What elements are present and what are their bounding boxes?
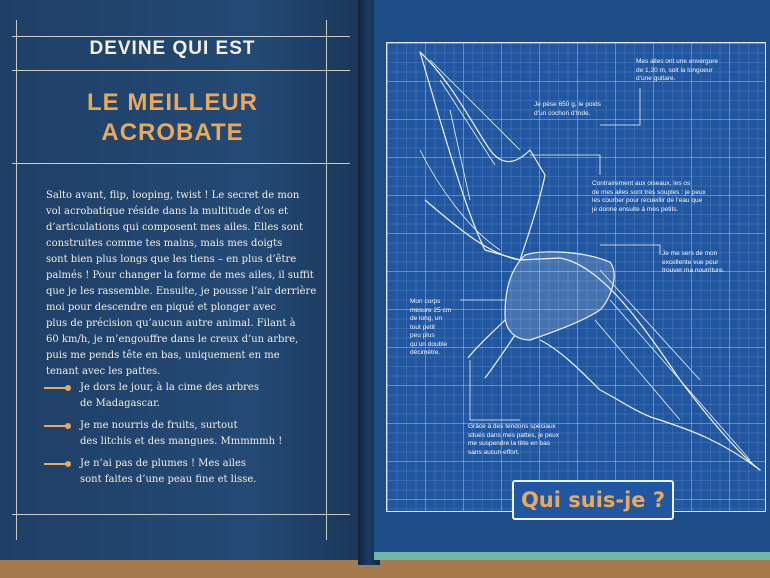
note-os	[592, 180, 706, 214]
upper-wing-membrane	[420, 52, 545, 260]
note-corps	[410, 298, 451, 358]
note-line: je donne ensuite à mes petits.	[592, 205, 679, 213]
note-line: mesure 25 cm	[410, 306, 452, 314]
note-line: de long, un	[410, 315, 443, 322]
note-line: sans aucun effort.	[468, 448, 520, 456]
note-line: qu’un double	[410, 340, 448, 348]
body-line: sont bien plus longs que les tiens – en plus d’être	[46, 254, 297, 265]
note-line: excellente vue pour	[662, 258, 719, 266]
body-line: palmés ! Pour changer la forme de mes ailes, il suffit	[46, 270, 314, 281]
note-line: situés dans mes pattes, je peux	[468, 431, 560, 439]
note-line: Je me sers de mon	[662, 250, 718, 257]
note-line: Mes ailes ont une envergure	[636, 58, 719, 65]
note-line: de 1,20 m, soit la longueur	[636, 66, 713, 74]
note-line: décimètre.	[410, 349, 441, 356]
note-line: d’un cochon d’Inde.	[534, 109, 591, 117]
body-line: d’articulations qui composent mes ailes. Elles sont	[46, 222, 304, 233]
pointer-line	[600, 88, 640, 125]
note-line: me suspendre la tête en bas	[468, 440, 551, 447]
body-line: 60 km/h, je m’engouffre dans le creux d’un arbre,	[46, 334, 299, 345]
page-title: DEVINE QUI EST	[89, 38, 256, 59]
headline-line: LE MEILLEUR	[87, 89, 258, 116]
note-line: Grâce à des tendons spéciaux	[468, 423, 556, 430]
fact-line: Je dors le jour, à la cime des arbres	[80, 382, 259, 393]
pointer-line	[530, 155, 600, 175]
body-line: vol acrobatique réside dans la multitude d’os et	[46, 206, 289, 217]
body-line: construites comme tes mains, mais mes doigts	[46, 238, 283, 249]
body-line: Salto avant, flip, looping, twist ! Le secret de mon	[46, 190, 300, 201]
note-line: de mes ailes sont très souples : je peux	[592, 188, 706, 196]
body-line: plus de précision qu’aucun autre animal. Filant à	[46, 318, 296, 329]
fact-line: des litchis et des mangues. Mmmmmh !	[80, 436, 283, 447]
question-box: Qui suis-je ?	[512, 480, 674, 520]
note-line: trouver ma nourriture.	[662, 267, 725, 274]
note-vue	[662, 250, 725, 276]
note-tendons	[468, 423, 559, 457]
note-envergure	[636, 58, 718, 84]
body-line: puis me pends tête en bas, uniquement en me	[46, 350, 280, 361]
pointer-line	[470, 360, 520, 420]
note-line: les courber pour recueillir de l’eau que	[592, 197, 703, 204]
fact-line: Je me nourris de fruits, surtout	[80, 420, 238, 431]
body-line: que je les rassemble. Ensuite, je pousse l’air derrière	[46, 286, 317, 297]
note-line: Contrairement aux oiseaux, les os	[592, 180, 691, 187]
bat-body	[505, 252, 614, 340]
note-line: peu plus	[410, 332, 435, 339]
body-line: moi pour descendre en piqué et plonger avec	[46, 302, 277, 313]
headline-line: ACROBATE	[101, 119, 244, 146]
fact-line: de Madagascar.	[80, 398, 160, 409]
upper-wing-edge	[425, 200, 560, 260]
fact-line: sont faites d’une peau fine et lisse.	[80, 474, 257, 485]
body-line: tenant avec les pattes.	[46, 366, 161, 377]
pointer-line	[600, 245, 660, 255]
fact-line: Je n’ai pas de plumes ! Mes ailes	[80, 458, 247, 469]
note-line: d’une guitare.	[636, 75, 676, 82]
note-line: Je pèse 650 g, le poids	[534, 101, 601, 108]
note-line: tout petit	[410, 323, 435, 331]
note-line: Mon corps	[410, 298, 441, 305]
note-poids	[534, 101, 601, 118]
